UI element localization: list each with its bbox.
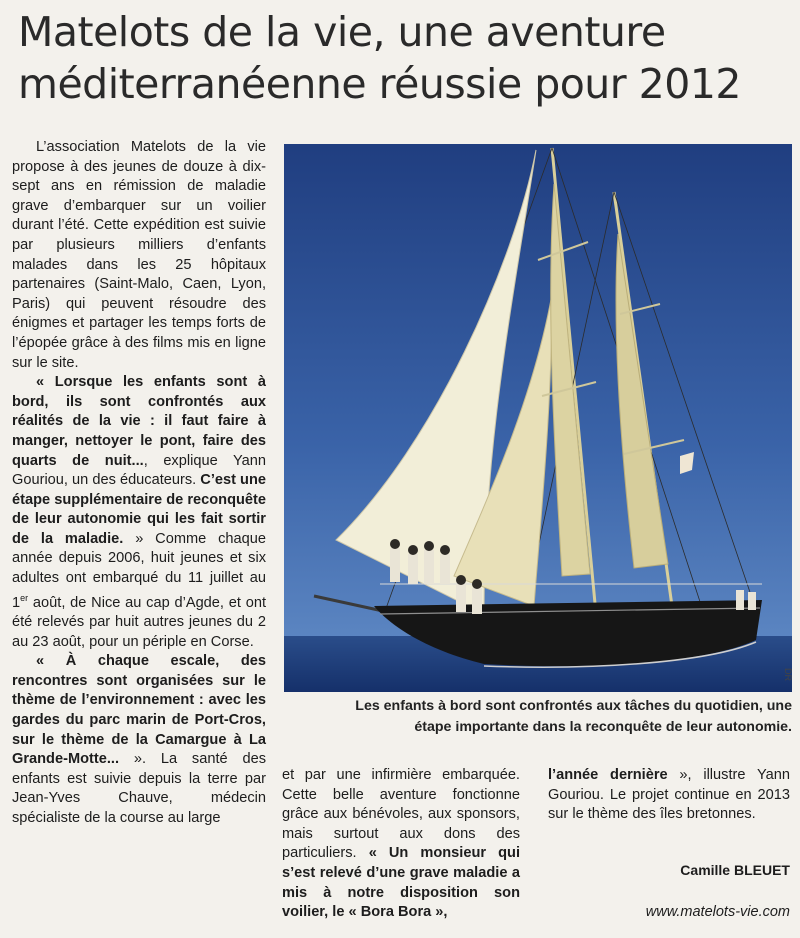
author-signature: Camille BLEUET [680, 862, 790, 878]
headline-line-1: Matelots de la vie, une aventure [18, 8, 666, 56]
photo-caption [284, 696, 792, 738]
headline-line-2: méditerranéenne réussie pour 2012 [18, 60, 742, 108]
article-column-middle [282, 766, 520, 923]
article-column-right [548, 766, 790, 825]
article-headline [18, 6, 788, 110]
paragraph-intro: L’association Matelots de la vie propose à des jeunes de douze à dix-sept ans en rémission de maladie grave d’embarquer sur un voilier durant l’été. Cette expédition est suivie par plusieurs milliers d’enfants malades dans les 25 hôpitaux partenaires (Saint-Malo, Caen, Lyon, Paris) qui peuvent résoudre des énigmes et partager les temps forts de l’épopée grâce à des films mis en ligne sur le site. [12, 139, 266, 371]
quote-bold-1: « Lorsque les enfants sont à bord, ils sont confrontés aux réalités de la vie : il faut faire à manger, nettoyer le pont, faire des quarts de nuit... [12, 374, 266, 469]
quote-text-1: , explique Yann Gouriou, un des éducateurs. [12, 452, 266, 489]
continued-text: et par une infirmière embarquée. Cette belle aventure fonctionne grâce aux bénévoles, aux sponsors, mais surtout aux dons des particuliers. [282, 767, 520, 862]
superscript-er: er [20, 592, 29, 603]
article-column-left [12, 138, 266, 829]
paragraph-quote-educator [12, 373, 266, 652]
continued-bold: « Un monsieur qui s’est relevé d’une grave maladie a mis à notre disposition son voilier, le « Bora Bora », [282, 845, 521, 921]
conclusion-bold: l’année dernière [548, 767, 668, 783]
caption-line-1: Les enfants à bord sont confrontés aux tâches du quotidien, une [355, 698, 792, 714]
stopovers-bold: « À chaque escale, des rencontres sont organisées sur le thème de l’environnement : avec les gardes du parc marin de Port-Cros, sur le thème de la Camargue à La Grande-Motte... [12, 653, 266, 768]
caption-line-2: étape importante dans la reconquête de leur autonomie. [414, 719, 792, 735]
website-link[interactable]: www.matelots-vie.com [645, 904, 790, 920]
quote-text-2b: août, de Nice au cap d’Agde, et ont été relevés par huit autres jeunes du 2 au 23 août, pour un périple en Corse. [12, 594, 266, 650]
sailboat-illustration [284, 144, 792, 692]
stopovers-text: ». La santé des enfants est suivie depuis la terre par Jean-Yves Chauve, médecin spécialiste de la course au large [12, 751, 266, 827]
quote-text-2a: » Comme chaque année depuis 2006, huit jeunes et six adultes ont embarqué du 11 juillet au 1 [12, 530, 266, 611]
paragraph-conclusion [548, 766, 790, 825]
sailboat-photo [284, 144, 792, 692]
conclusion-text: », illustre Yann Gouriou. Le projet continue en 2013 sur le thème des îles bretonnes. [548, 767, 790, 823]
photo-credit: DR [783, 668, 793, 681]
paragraph-stopovers [12, 652, 266, 828]
quote-bold-2: C’est une étape supplémentaire de reconquête de leur autonomie qui les fait sortir de la maladie. [12, 472, 266, 547]
paragraph-continued [282, 766, 520, 923]
